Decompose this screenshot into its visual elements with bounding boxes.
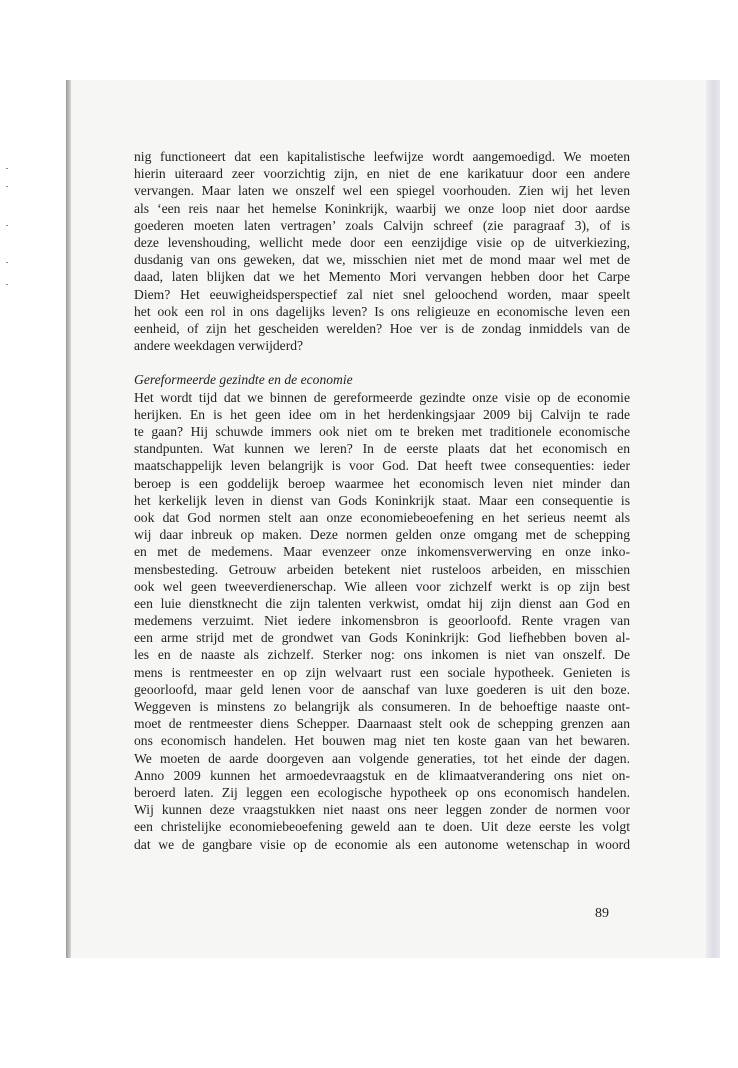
text-line: Weggeven is minstens zo belangrijk als consumeren. In de behoeftige naaste ont-	[134, 699, 630, 714]
text-line: het ook een rol in ons dagelijks leven? Is ons religieuze en economische leven een	[134, 303, 630, 319]
text-line: goederen moeten laten vertragen’ zoals Calvijn schreef (zie paragraaf 3), of is	[134, 217, 630, 233]
page-number: 89	[595, 906, 609, 921]
text-line: geoorloofd, maar geld lenen voor de aanschaf van luxe goederen is uit den boze.	[134, 681, 630, 697]
text-line: een luie dienstknecht die zijn talenten verkwist, omdat hij zijn dienst aan God en	[134, 595, 630, 611]
text-line: een christelijke economiebeoefening geweld aan te doen. Uit deze eerste les volgt	[134, 819, 630, 835]
page-spine-shadow	[66, 80, 71, 958]
text-line: als ‘een reis naar het hemelse Koninkrijk, waarbij we onze loop niet door aardse	[134, 200, 630, 216]
text-line: herijken. En is het geen idee om in het herdenkingsjaar 2009 bij Calvijn te rade	[134, 406, 630, 422]
text-line: beroerd laten. Zij leggen een ecologische hypotheek op ons economisch handelen.	[134, 784, 630, 800]
text-line: wij daar inbreuk op maken. Deze normen gelden onze omgang met de schepping	[134, 527, 630, 543]
text-line: Anno 2009 kunnen het armoedevraagstuk en de klimaatverandering ons niet on-	[134, 767, 630, 783]
text-line: dat we de gangbare visie op de economie als een autonome wetenschap in woord	[134, 836, 630, 852]
text-line: een arme strijd met de grondwet van Gods Koninkrijk: God liefhebben boven al-	[134, 630, 630, 646]
margin-mark	[6, 284, 8, 285]
text-line: Diem? Het eeuwigheidsperspectief zal niet snel geloochend worden, maar speelt	[134, 286, 630, 302]
text-line: het kerkelijk leven in dienst van Gods Koninkrijk staat. Maar een consequentie is	[134, 492, 630, 508]
text-line: en met de medemens. Maar evenzeer onze inkomensverwerving en onze inko-	[134, 544, 630, 560]
text-line: maatschappelijk leven belangrijk is voor God. Dat heeft twee consequenties: ieder	[134, 458, 630, 474]
text-line: daad, laten blijken dat we het Memento Mori vervangen hebben door het Carpe	[134, 269, 630, 285]
text-line: deze levenshouding, wellicht mede door een eenzijdige visie op de uitverkiezing,	[134, 234, 630, 250]
text-line: les en de naaste als zichzelf. Sterker nog: ons inkomen is niet van onszelf. De	[134, 647, 630, 663]
page-right-edge	[706, 80, 720, 958]
paragraph-2	[134, 389, 630, 853]
text-line: te gaan? Hij schuwde immers ook niet om te breken met traditionele economische	[134, 424, 630, 439]
text-line: Het wordt tijd dat we binnen de gereformeerde gezindte onze visie op de economie	[134, 389, 630, 405]
text-line: vervangen. Maar laten we onszelf wel een spiegel voorhouden. Zien wij het leven	[134, 183, 630, 199]
text-line: hierin uiteraard zeer voorzichtig zijn, en niet de ene karikatuur door een andere	[134, 166, 630, 182]
text-line: ons economisch handelen. Het bouwen mag niet ten koste gaan van het bewaren.	[134, 733, 630, 749]
text-line: nig functioneert dat een kapitalistische leefwijze wordt aangemoedigd. We moeten	[134, 149, 630, 164]
body-text	[134, 148, 630, 853]
text-line: We moeten de aarde doorgeven aan volgende generaties, tot het einde der dagen.	[134, 750, 630, 766]
text-line: eenheid, of zijn het gescheiden werelden? Hoe ver is de zondag inmiddels van de	[134, 320, 630, 336]
text-line: andere weekdagen verwijderd?	[134, 338, 304, 354]
text-line: standpunten. Wat kunnen we leren? In de eerste plaats dat het economisch en	[134, 441, 630, 457]
text-line: dusdanig van ons geweken, dat we, misschien niet met de mond maar wel met de	[134, 252, 630, 268]
text-line: mensbesteding. Getrouw arbeiden betekent niet rusteloos arbeiden, en misschien	[134, 561, 630, 577]
text-line: moet de rentmeester diens Schepper. Daarnaast stelt ook de schepping grenzen aan	[134, 716, 630, 732]
margin-mark	[6, 262, 8, 263]
text-line: ook wel geen tweeverdienerschap. Wie alleen voor zichzelf werkt is op zijn best	[134, 578, 630, 594]
margin-mark	[6, 225, 8, 226]
text-line: medemens verzuimt. Niet iedere inkomensbron is geoorloofd. Rente vragen van	[134, 613, 630, 629]
text-line: beroep is een goddelijk beroep waarmee het economisch leven niet minder dan	[134, 475, 630, 491]
margin-mark	[6, 168, 8, 169]
text-line: ook dat God normen stelt aan onze economiebeoefening en het serieus neemt als	[134, 509, 630, 525]
margin-mark	[6, 186, 8, 187]
section-heading: Gereformeerde gezindte en de economie	[134, 372, 353, 388]
paragraph-1	[134, 148, 630, 354]
text-line: mens is rentmeester en op zijn welvaart rust een sociale hypotheek. Genieten is	[134, 664, 630, 680]
text-line: Wij kunnen deze vraagstukken niet naast ons neer leggen zonder de normen voor	[134, 802, 630, 818]
